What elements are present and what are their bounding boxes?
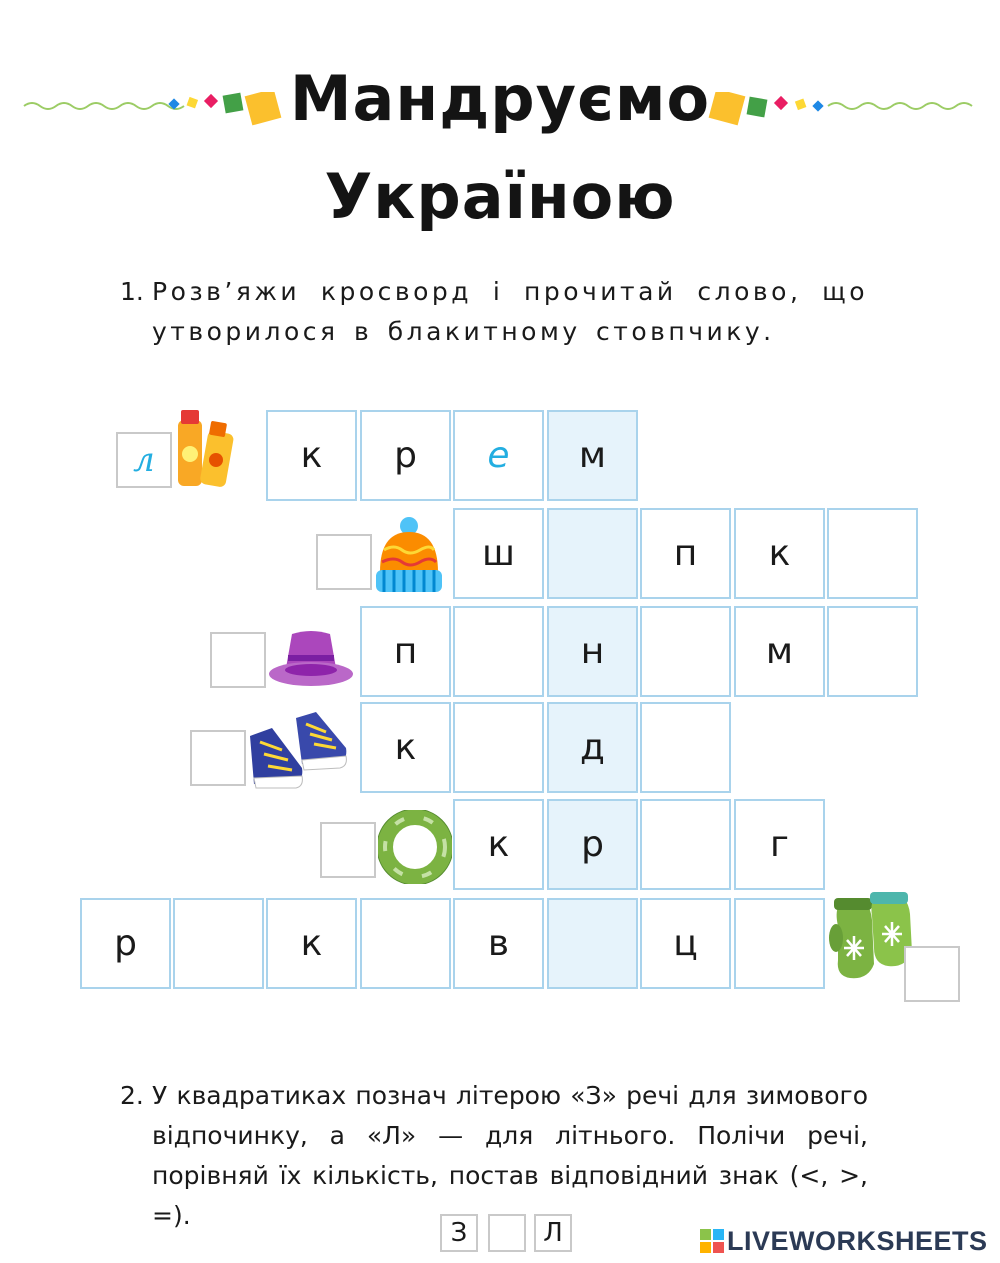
crossword-cell[interactable] bbox=[360, 898, 451, 989]
crossword-cell[interactable]: к bbox=[266, 898, 357, 989]
bucket-hat-icon bbox=[266, 624, 356, 690]
answer-box-mittens[interactable] bbox=[904, 946, 960, 1002]
page-title-line1: Мандруємо bbox=[289, 62, 711, 135]
crossword-cell[interactable] bbox=[640, 702, 731, 793]
crossword-cell[interactable]: к bbox=[360, 702, 451, 793]
swim-ring-icon bbox=[378, 810, 452, 884]
crossword-cell[interactable]: ц bbox=[640, 898, 731, 989]
task-2 bbox=[120, 1076, 868, 1236]
knit-hat-icon bbox=[372, 516, 446, 596]
crossword-key-cell[interactable] bbox=[547, 898, 638, 989]
crossword-cell[interactable] bbox=[827, 606, 918, 697]
comparison-right-box: Л bbox=[534, 1214, 572, 1252]
crossword-cell[interactable] bbox=[173, 898, 264, 989]
comparison-sign-box[interactable] bbox=[488, 1214, 526, 1252]
sunscreen-icon bbox=[172, 408, 244, 490]
answer-box-swim-ring[interactable] bbox=[320, 822, 376, 878]
crossword-cell[interactable] bbox=[453, 606, 544, 697]
crossword-key-cell[interactable]: р bbox=[547, 799, 638, 890]
crossword-cell[interactable] bbox=[453, 702, 544, 793]
crossword-key-cell[interactable]: м bbox=[547, 410, 638, 501]
task-2-text: У квадратиках познач літерою «З» речі для зимового відпочинку, а «Л» — для літнього. Полічи речі, порівняй їх кількість, постав відповідний знак (<, >, =). bbox=[152, 1081, 868, 1230]
crossword-cell[interactable] bbox=[734, 898, 825, 989]
mittens-icon bbox=[828, 890, 916, 986]
crossword-cell[interactable]: п bbox=[360, 606, 451, 697]
task-1-number: 1. bbox=[120, 277, 144, 306]
answer-box-knit-hat[interactable] bbox=[316, 534, 372, 590]
crossword-cell[interactable]: к bbox=[453, 799, 544, 890]
task-2-number: 2. bbox=[120, 1081, 144, 1110]
crossword-key-cell[interactable] bbox=[547, 508, 638, 599]
crossword-cell[interactable]: к bbox=[734, 508, 825, 599]
answer-box-bucket-hat[interactable] bbox=[210, 632, 266, 688]
answer-box-sunscreen[interactable]: л bbox=[116, 432, 172, 488]
comparison-left-box: З bbox=[440, 1214, 478, 1252]
crossword-key-cell[interactable]: д bbox=[547, 702, 638, 793]
crossword-cell[interactable]: к bbox=[266, 410, 357, 501]
task-1 bbox=[120, 272, 868, 352]
liveworksheets-logo bbox=[700, 1224, 988, 1258]
liveworksheets-logo-icon bbox=[700, 1229, 724, 1253]
crossword-cell[interactable] bbox=[453, 410, 544, 501]
crossword-cell[interactable] bbox=[640, 606, 731, 697]
task-1-text: Розв’яжи кросворд і прочитай слово, що утворилося в блакитному стовпчику. bbox=[152, 277, 868, 346]
crossword-cell[interactable]: п bbox=[640, 508, 731, 599]
crossword-cell-letter: е bbox=[487, 435, 510, 476]
crossword-key-cell[interactable]: н bbox=[547, 606, 638, 697]
sneakers-icon bbox=[246, 708, 350, 790]
crossword-cell[interactable]: м bbox=[734, 606, 825, 697]
crossword-cell[interactable]: р bbox=[360, 410, 451, 501]
liveworksheets-logo-text: LIVEWORKSHEETS bbox=[727, 1225, 988, 1256]
crossword-cell[interactable]: р bbox=[80, 898, 171, 989]
crossword-cell[interactable]: г bbox=[734, 799, 825, 890]
page-title-line2: Україною bbox=[324, 160, 676, 233]
crossword-cell[interactable]: ш bbox=[453, 508, 544, 599]
crossword-cell[interactable] bbox=[640, 799, 731, 890]
crossword-cell[interactable]: в bbox=[453, 898, 544, 989]
answer-box-sneakers[interactable] bbox=[190, 730, 246, 786]
crossword-cell[interactable] bbox=[827, 508, 918, 599]
